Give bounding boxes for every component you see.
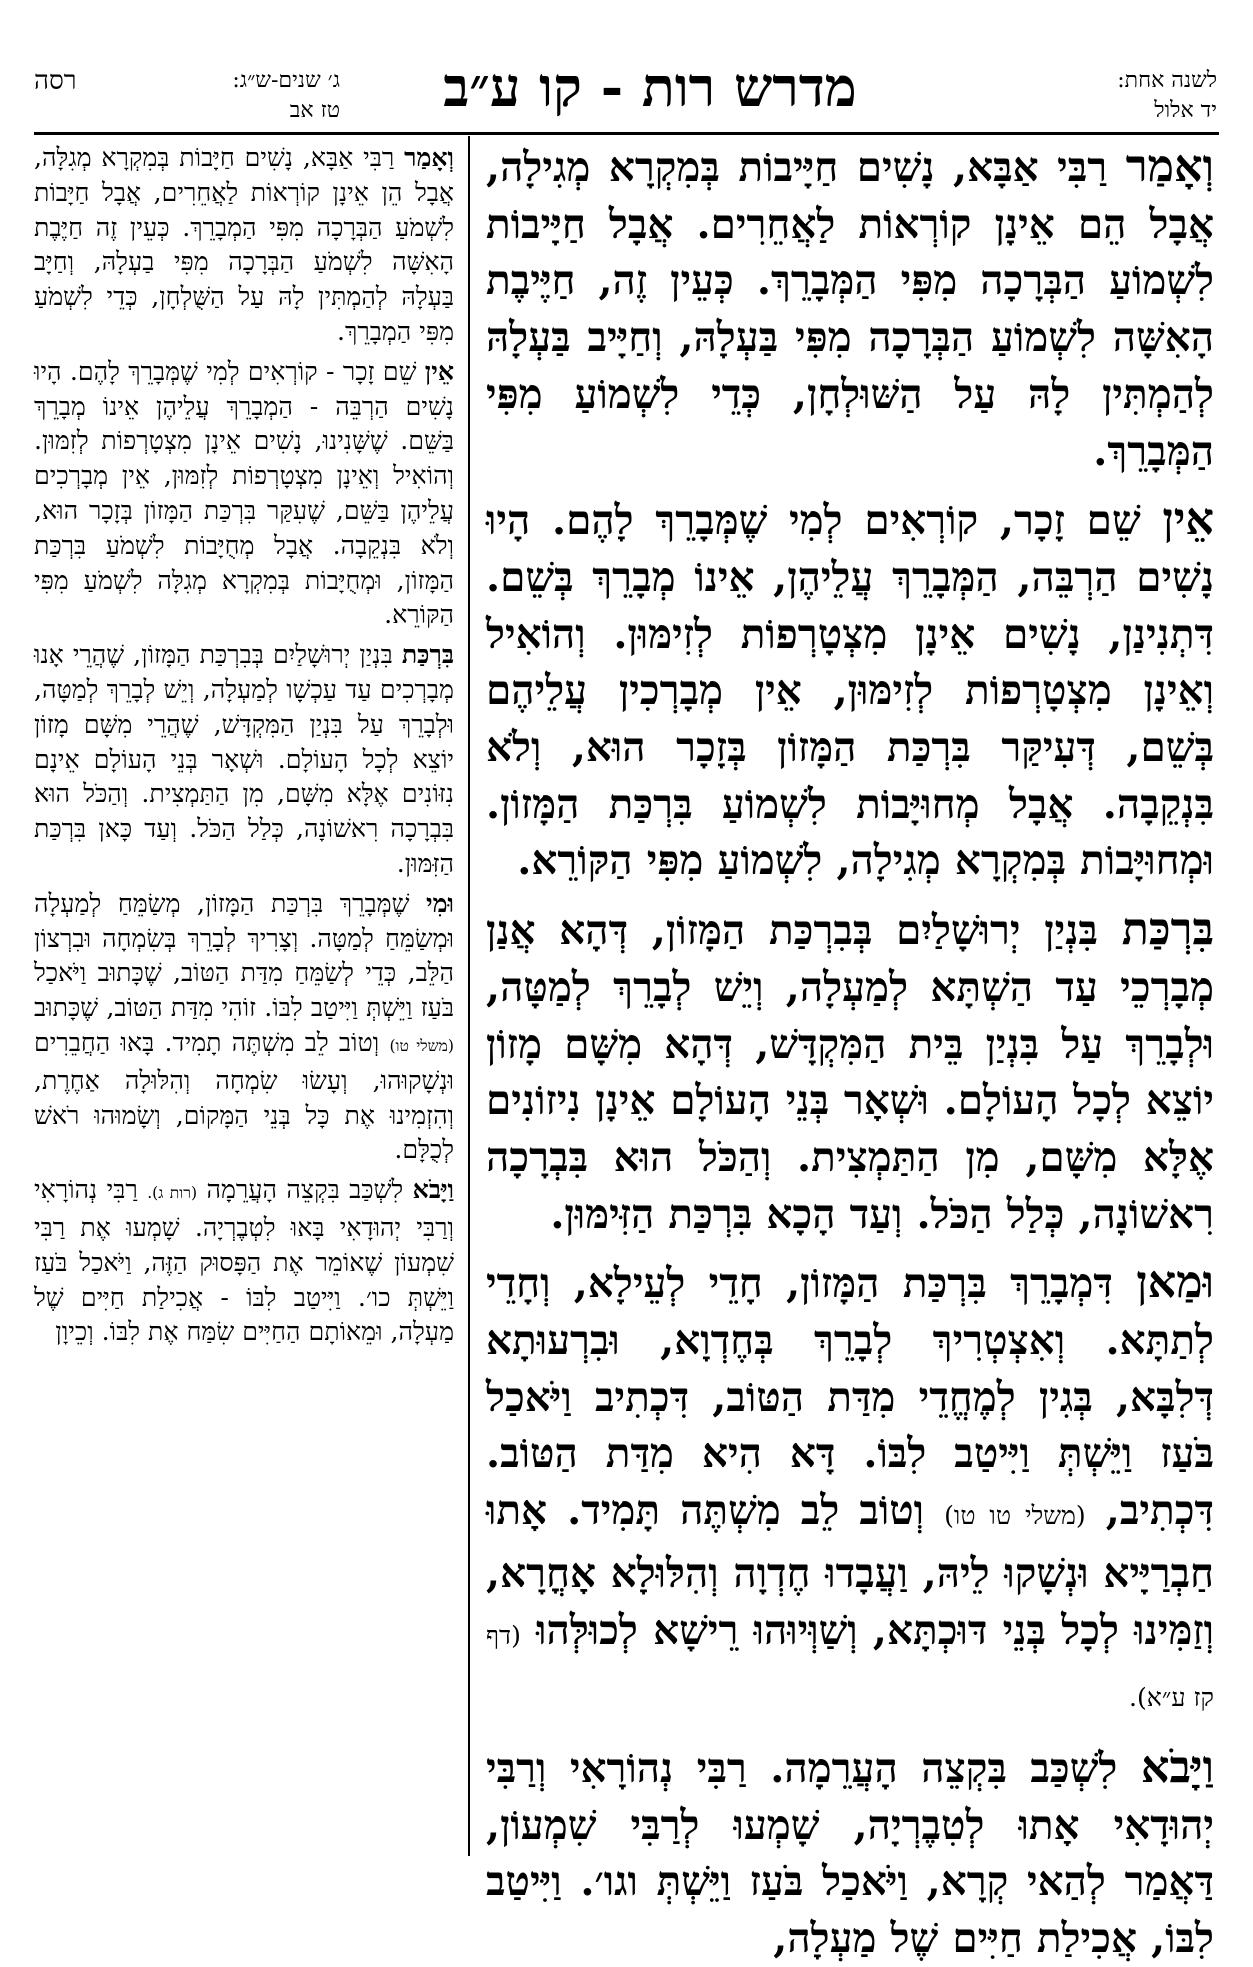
header-divider <box>34 132 1219 135</box>
paragraph-lead-word: וַיָּבֹא <box>1140 1739 1214 1793</box>
translation-paragraph <box>34 354 454 633</box>
column-divider <box>468 136 470 1856</box>
paragraph-lead-word: אֵין <box>1162 492 1214 546</box>
paragraph-lead-word: וַיָּבֹא <box>412 1174 455 1205</box>
paragraph-lead-word: בִּרְכַּת <box>1121 902 1214 956</box>
paragraph-lead-word: וְאָמַר <box>404 142 454 172</box>
paragraph-text: דִּמְבָרֵךְ בִּרְכַּת הַמָּזוֹן, חָדֵי לְעֵילָא, וְחָדֵי לְתַתָּא. וְאִצְטְרִיךְ לְבָרֵךְ בְּחֶדְוָא, וּבִרְעוּתָא דְּלִבָּא, בְּגִין לְמֶחֱדֵי מִדַּת הַטּוֹב, דִּכְתִיב וַיֹּאכַל בֹּעַז וַיֵּשְׁתְּ וַיִּיטַב לִבּוֹ. דָּא הִיא מִדַּת הַטּוֹב. דִּכְתִיב, <box>486 1259 1214 1535</box>
translation-paragraph <box>34 637 454 882</box>
translation-paragraph <box>34 1172 454 1350</box>
schedule-three-years-label: ג׳ שנים-ש״ג: <box>232 68 340 93</box>
main-paragraph <box>486 491 1214 889</box>
paragraph-text: שֵׁם זָכָר, קוֹרְאִים לְמִי שֶׁמְּבָרֵךְ לָהֶם. הָיוּ נָשִׁים הַרְבֵּה, הַמְּבָרֵךְ עֲלֵיהֶן, אֵינוֹ מְבָרֵךְ בְּשֵׁם. דִּתְנִינַן, נָשִׁים אֵינָן מִצְטָרְפוֹת לְזִימּוּן. וְהוֹאִיל וְאֵינָן מִצְטָרְפוֹת לְזִימּוּן, אֵין מְבָרְכִין עֲלֵיהֶם בְּשֵׁם, דְּעִיקַּר בִּרְכַּת הַמָּזוֹן בְּזָכָר הוּא, וְלֹא בִּנְקֵבָה. אֲבָל מְחוּיָּבוֹת לִשְׁמוֹעַ בִּרְכַּת הַמָּזוֹן. וּמְחוּיָּבוֹת בְּמִקְרָא מְגִילָה, לִשְׁמוֹעַ מִפִּי הַקּוֹרֵא. <box>486 496 1214 885</box>
schedule-one-year-label: לשנה אחת: <box>1117 68 1217 93</box>
source-reference: (משלי טו) <box>389 1036 454 1055</box>
schedule-three-years-date: טז אב <box>289 98 340 123</box>
paragraph-lead-word: וּמַאן <box>1136 1255 1214 1309</box>
page-reference: (דף קז ע״א). <box>486 1620 1214 1713</box>
source-reference: (רות ג). <box>147 1184 198 1203</box>
paragraph-lead-word: וְאָמַר <box>1125 139 1214 192</box>
translation-paragraph <box>34 140 454 350</box>
paragraph-text: לִשְׁכַּב בִּקְצֵה הָעֲרֵמָה. רַבִּי נְהוֹרָאִי וְרַבִּי יְהוּדָאִי אָתוּ לְטִבֶרְיָה, שָׁמְעוּ לְרַבִּי שִׁמְעוֹן, דַּאֲמַר לְהַאי קְרָא, וַיֹּאכַל בֹּעַז וַיֵּשְׁתְּ וגו׳. וַיִּיטַב לִבּוֹ, אֲכִילַת חַיִּים שֶׁל מַעְלָה, <box>486 1743 1214 1963</box>
folio-number: רסה <box>34 66 77 96</box>
schedule-one-year <box>1017 66 1217 126</box>
main-text-column <box>486 138 1214 1963</box>
schedule-three-years <box>150 66 340 126</box>
paragraph-lead-word: אֵין <box>424 355 454 386</box>
paragraph-text: בִּנְיַן יְרוּשָׁלַיִם בְּבִרְכַּת הַמָּזוֹן, שֶׁהֲרֵי אָנוּ מְבָרְכִים עַד עַכְשָׁו לְמַעְלָה, וְיֵשׁ לְבָרֵךְ לְמַטָּה, וּלְבָרֵךְ עַל בִּנְיַן הַמִּקְדָּשׁ, שֶׁהֲרֵי מִשָּׁם מָזוֹן יוֹצֵא לְכָל הָעוֹלָם. וּשְׁאָר בְּנֵי הָעוֹלָם אֵינָם נִזּוֹנִים אֶלָּא מִשָּׁם, מִן הַתַּמְצִית. וְהַכֹּל הוּא בִּבְרָכָה רִאשׁוֹנָה, כְּלַל הַכֹּל. וְעַד כָּאן בִּרְכַּת הַזִּמּוּן. <box>34 640 454 878</box>
translation-paragraph <box>34 886 454 1168</box>
paragraph-text: רַבִּי אַבָּא, נָשִׁים חַיָּיבוֹת בְּמִקְרָא מְגִילָה, אֲבָל הֵם אֵינָן קוֹרְאוֹת לַאֲחֵרִים. אֲבָל חַיָּיבוֹת לִשְׁמוֹעַ הַבְּרָכָה מִפִּי הַמְּבָרֵךְ. כְּעֵין זֶה, חַיֶּיבֶת הָאִשָּׁה לִשְׁמוֹעַ הַבְּרָכָה מִפִּי בַּעְלָהּ, וְחַיָּיב בַּעְלָהּ לְהַמְתִּין לָהּ עַל הַשּׁוּלְחָן, כְּדֵי לִשְׁמוֹעַ מִפִּי הַמְּבָרֵךְ. <box>486 143 1214 475</box>
translation-column <box>34 140 454 1855</box>
paragraph-lead-word: וּמִי <box>426 887 454 918</box>
main-paragraph <box>486 138 1214 479</box>
schedule-one-year-date: יד אלול <box>1154 98 1217 123</box>
source-reference: (משלי טו טו) <box>944 1501 1086 1531</box>
paragraph-text: וְטוֹב לֵב מִשְׁתֶּה תָמִיד. בָּאוּ הַחֲבֵרִים וּנְשָׁקוּהוּ, וְעָשׂוּ שִׂמְחָה וְהִלּוּלָה אַחֶרֶת, וְהִזְמִינוּ אֶת כָּל בְּנֵי הַמָּקוֹם, וְשָׂמוּהוּ רֹאשׁ לְכֻלָּם. <box>34 1027 454 1165</box>
main-paragraph <box>486 1254 1214 1727</box>
page-title: מדרש רות - קו ע״ב <box>443 55 857 119</box>
paragraph-text: וְטוֹב לֵב מִשְׁתֶּה תָּמִיד. אָתוּ חַבְרַיָּיא וּנְשָׁקוּ לֵיהּ, וַעֲבָדוּ חֶדְוָה וְהִלּוּלָא אָחֳרָא, וְזַמִּינוּ לְכָל בְּנֵי דּוּכְתָּא, וְשַׁוְּיוּהוּ רֵישָׁא לְכוּלְּהוּ <box>486 1486 1214 1654</box>
paragraph-text: לִשְׁכַּב בִּקְצֵה הָעֲרֵמָה <box>197 1175 413 1205</box>
paragraph-text: שֶׁמְּבָרֵךְ בִּרְכַּת הַמָּזוֹן, מְשַׂמֵּחַ לְמַעְלָה וּמְשַׂמֵּחַ לְמַטָּה. וְצָרִיךְ לְבָרֵךְ בְּשִׂמְחָה וּבִרְצוֹן הַלֵּב, כְּדֵי לְשַׂמֵּחַ מִדַּת הַטּוֹב, שֶׁכָּתוּב וַיֹּאכַל בֹּעַז וַיֵּשְׁתְּ וַיִּיטַב לִבּוֹ. זוֹהִי מִדַּת הַטּוֹב, שֶׁכָּתוּב <box>34 888 454 1023</box>
paragraph-text: בִּנְיַן יְרוּשָׁלַיִם בְּבִרְכַּת הַמָּזוֹן, דְּהָא אֲנַן מְבָרְכֵי עַד הַשְׁתָּא לְמַעְלָה, וְיֵשׁ לְבָרֵךְ לְמַטָּה, וּלְבָרֵךְ עַל בִּנְיַן בֵּית הַמִּקְדָּשׁ, דְּהָא מִשָּׁם מָזוֹן יוֹצֵא לְכָל הָעוֹלָם. וּשְׁאָר בְּנֵי הָעוֹלָם אֵינָן נִיזוֹנִים אֶלָּא מִשָּׁם, מִן הַתַּמְצִית. וְהַכֹּל הוּא בִּבְרָכָה רִאשׁוֹנָה, כְּלַל הַכֹּל. וְעַד הָכָא בִּרְכַּת הַזִּימּוּן. <box>486 906 1214 1238</box>
paragraph-text: רַבִּי אַבָּא, נָשִׁים חַיָּבוֹת בְּמִקְרָא מְגִלָּה, אֲבָל הֵן אֵינָן קוֹרְאוֹת לַאֲחֵרִים, אֲבָל חַיָּבוֹת לִשְׁמֹעַ הַבְּרָכָה מִפִּי הַמְבָרֵךְ. כְּעֵין זֶה חַיֶּבֶת הָאִשָּׁה לִשְׁמֹעַ הַבְּרָכָה מִפִּי בַעְלָהּ, וְחַיָּב בַּעְלָהּ לְהַמְתִּין לָהּ עַל הַשֻּׁלְחָן, כְּדֵי לִשְׁמֹעַ מִפִּי הַמְבָרֵךְ. <box>34 143 454 346</box>
paragraph-text: שֵׁם זָכָר - קוֹרְאִים לְמִי שֶׁמְּבָרֵךְ לָהֶם. הָיוּ נָשִׁים הַרְבֵּה - הַמְבָרֵךְ עֲלֵיהֶן אֵינוֹ מְבָרֵךְ בַּשֵּׁם. שֶׁשָּׁנִינוּ, נָשִׁים אֵינָן מִצְטָרְפוֹת לְזִמּוּן. וְהוֹאִיל וְאֵינָן מִצְטָרְפוֹת לְזִמּוּן, אֵין מְבָרְכִים עֲלֵיהֶן בַּשֵּׁם, שֶׁעִקַּר בִּרְכַּת הַמָּזוֹן בְּזָכָר הוּא, וְלֹא בִּנְקֵבָה. אֲבָל מְחֻיָּבוֹת לִשְׁמֹעַ בִּרְכַּת הַמָּזוֹן, וּמְחֻיָּבוֹת בְּמִקְרָא מְגִלָּה לִשְׁמֹעַ מִפִּי הַקּוֹרֵא. <box>34 356 454 630</box>
paragraph-lead-word: בִּרְכַּת <box>401 639 454 670</box>
main-paragraph <box>486 901 1214 1242</box>
main-paragraph <box>486 1739 1214 1967</box>
paragraph-text: רַבִּי נְהוֹרָאִי וְרַבִּי יְהוּדָאִי בָּאוּ לִטְבֶרְיָה. שָׁמְעוּ אֶת רַבִּי שִׁמְעוֹן שֶׁאוֹמֵר אֶת הַפָּסוּק הַזֶּה, וַיֹּאכַל בֹּעַז וַיֵּשְׁתְּ כו׳. וַיִּיטַב לִבּוֹ - אֲכִילַת חַיִּים שֶׁל מַעְלָה, וּמֵאוֹתָם הַחַיִּים שִׂמַּח אֶת לִבּוֹ. וְכֵיוָן <box>34 1175 454 1347</box>
